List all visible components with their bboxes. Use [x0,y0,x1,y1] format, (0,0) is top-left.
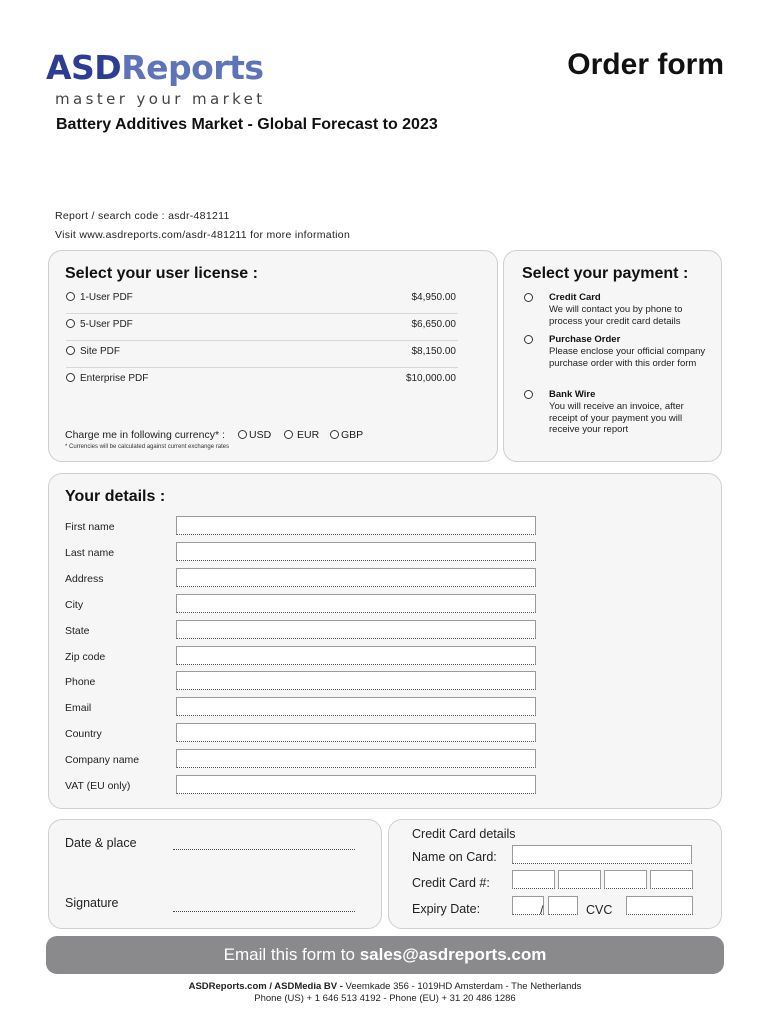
card-number-field-2[interactable] [558,870,601,889]
phone-field[interactable] [176,671,536,690]
radio-icon[interactable] [238,430,247,439]
first-name-field[interactable] [176,516,536,535]
details-title: Your details : [65,488,166,505]
last-name-field[interactable] [176,542,536,561]
vat-label: VAT (EU only) [65,780,131,792]
logo-wordmark: ASDReports [46,48,264,87]
cvc-label: CVC [586,903,613,917]
radio-icon[interactable] [66,292,75,301]
city-label: City [65,599,84,611]
first-name-label: First name [65,521,115,533]
email-link[interactable]: sales@asdreports.com [359,945,547,964]
license-title: Select your user license : [65,265,258,282]
expiry-separator: / [540,903,544,917]
asdreports-logo [46,48,266,108]
vat-field[interactable] [176,775,536,794]
phone-label: Phone [65,676,96,688]
email-banner: Email this form to sales@asdreports.com [46,936,724,974]
card-number-field-3[interactable] [604,870,647,889]
report-link[interactable]: Visit www.asdreports.com/asdr-481211 for more information [55,229,351,241]
radio-icon[interactable] [524,390,533,399]
license-option-1-user[interactable]: 1-User PDF $4,950.00 [66,292,458,314]
expiry-date-label: Expiry Date: [412,902,481,916]
country-label: Country [65,728,102,740]
name-on-card-field[interactable] [512,845,692,864]
card-number-field-1[interactable] [512,870,555,889]
state-field[interactable] [176,620,536,639]
radio-icon[interactable] [330,430,339,439]
radio-icon[interactable] [66,319,75,328]
date-place-label: Date & place [65,836,137,850]
radio-icon[interactable] [524,293,533,302]
footer-phones: Phone (US) + 1 646 513 4192 - Phone (EU) + 31 20 486 1286 [254,993,516,1004]
license-option-enterprise[interactable]: Enterprise PDF $10,000.00 [66,373,458,395]
footer-address: ASDReports.com / ASDMedia BV - Veemkade 356 - 1019HD Amsterdam - The Netherlands [188,981,582,992]
credit-card-title: Credit Card details [412,827,516,841]
card-number-field-4[interactable] [650,870,693,889]
currency-label: Charge me in following currency* : [65,429,225,441]
email-label: Email [65,702,92,714]
address-field[interactable] [176,568,536,587]
page-title: Order form [567,48,724,81]
name-on-card-label: Name on Card: [412,850,497,864]
radio-icon[interactable] [284,430,293,439]
radio-icon[interactable] [66,346,75,355]
radio-icon[interactable] [66,373,75,382]
currency-note: * Currencies will be calculated against current exchange rates [65,444,230,450]
date-place-field[interactable] [173,849,355,850]
report-title: Battery Additives Market - Global Forecast to 2023 [56,116,438,133]
last-name-label: Last name [65,547,115,559]
zip-code-field[interactable] [176,646,536,665]
company-name-field[interactable] [176,749,536,768]
report-code: Report / search code : asdr-481211 [55,210,230,222]
signature-field[interactable] [173,911,355,912]
city-field[interactable] [176,594,536,613]
card-number-label: Credit Card #: [412,876,490,890]
state-label: State [65,625,90,637]
license-option-site[interactable]: Site PDF $8,150.00 [66,346,458,368]
logo-tagline: master your market [55,90,266,108]
license-option-5-user[interactable]: 5-User PDF $6,650.00 [66,319,458,341]
cvc-field[interactable] [626,896,693,915]
expiry-year-field[interactable] [548,896,578,915]
company-name-label: Company name [65,754,140,766]
signature-label: Signature [65,896,119,910]
radio-icon[interactable] [524,335,533,344]
payment-title: Select your payment : [522,265,689,282]
email-field[interactable] [176,697,536,716]
zip-code-label: Zip code [65,651,106,663]
address-label: Address [65,573,104,585]
country-field[interactable] [176,723,536,742]
